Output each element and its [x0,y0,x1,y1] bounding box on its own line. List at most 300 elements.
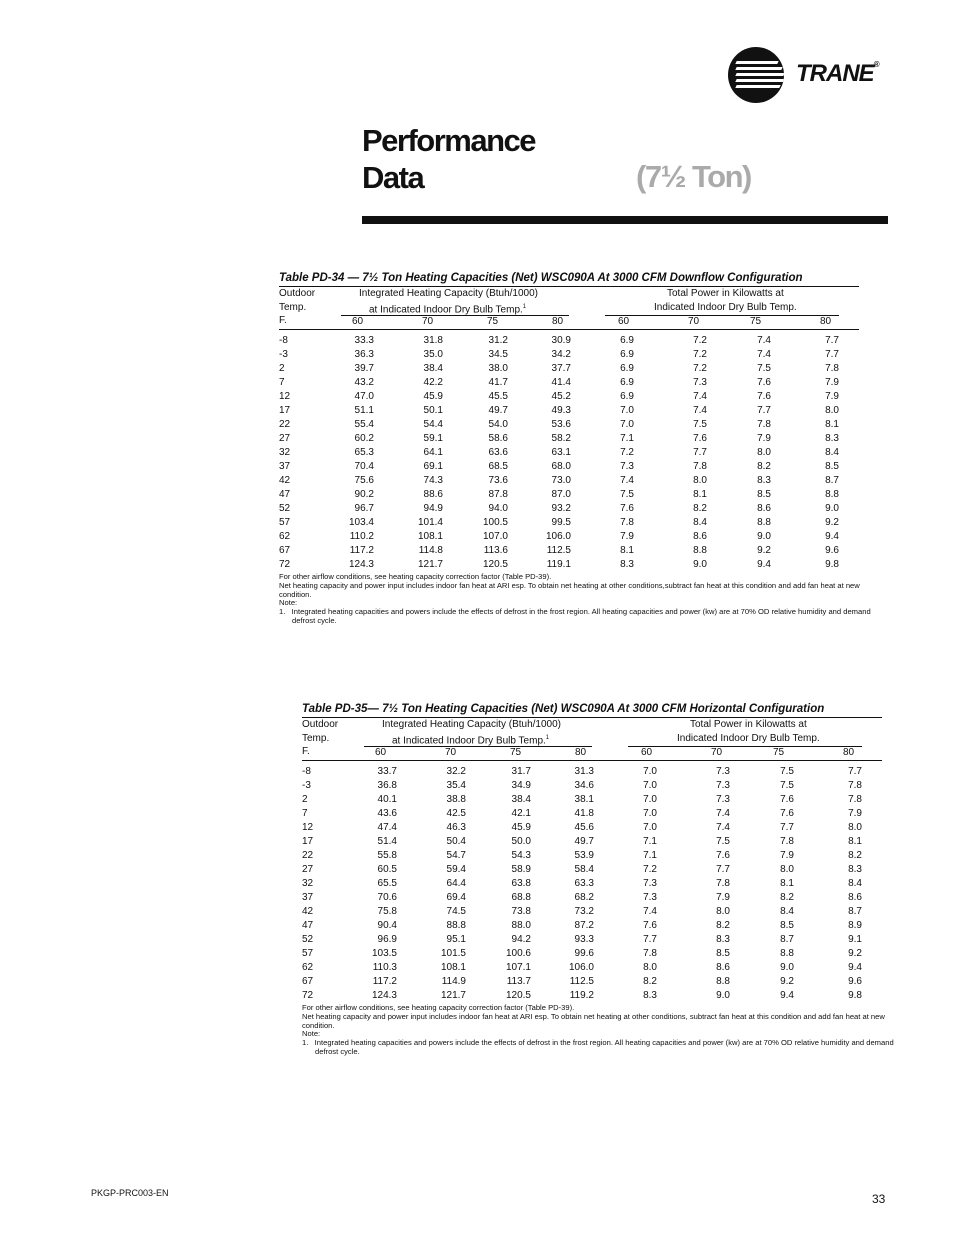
table-cell: 7.7 [643,934,657,945]
table-cell: 36.8 [377,780,397,791]
table-cell: 7.9 [716,892,730,903]
table-row [302,863,882,877]
table-cell: 7.1 [643,836,657,847]
table-cell: 27 [302,864,314,875]
table-cell: 7.5 [620,489,634,500]
table-row [279,432,859,446]
table-cell: 35.0 [423,349,443,360]
table-cell: 7.7 [693,447,707,458]
table-notes [279,573,879,626]
table-cell: 117.2 [372,976,397,987]
table-cell: 110.2 [349,531,374,542]
table-cell: 7.5 [693,419,707,430]
table-cell: 8.4 [825,447,839,458]
table-cell: 124.3 [371,990,397,1001]
table-cell: 8.2 [848,850,862,861]
table-cell: 53.6 [551,419,571,430]
table-cell: 9.0 [693,559,707,570]
table-notes [302,1004,902,1057]
table-cell: 58.9 [511,864,531,875]
table-cell: 108.1 [417,531,443,542]
table-cell: 31.7 [511,766,531,777]
table-cell: 8.2 [643,976,657,987]
table-cell: 37.7 [551,363,571,374]
table-cell: 8.0 [716,906,730,917]
table-cell: 47.4 [377,822,397,833]
table-pd-35 [302,701,902,1057]
header-divider [628,746,862,747]
table-cell: 68.8 [511,892,531,903]
header-temp-col: 60 [352,316,364,327]
table-cell: 54.3 [511,850,531,861]
header-temp-col: 60 [375,747,387,758]
table-row [279,488,859,502]
table-cell: 42 [279,475,291,486]
table-cell: 99.5 [551,517,571,528]
header-temp-col: 60 [641,747,653,758]
table-cell: 65.3 [354,447,374,458]
table-cell: 112.5 [546,545,571,556]
table-cell: 49.7 [488,405,508,416]
table-cell: 58.4 [574,864,594,875]
table-cell: 7 [302,808,308,819]
table-cell: 9.4 [780,990,794,1001]
header-temp-col: 70 [688,316,700,327]
table-cell: 9.2 [780,976,794,987]
table-cell: 37 [302,892,314,903]
table-cell: 32 [279,447,291,458]
table-cell: 8.1 [848,836,862,847]
header-temp-col: 70 [422,316,434,327]
table-cell: 112.5 [569,976,594,987]
table-cell: 55.8 [377,850,397,861]
table-cell: 68.5 [488,461,508,472]
header-temp-col: 75 [510,747,522,758]
table-cell: 9.4 [757,559,771,570]
table-cell: 9.2 [757,545,771,556]
table-row [279,544,859,558]
table-cell: 121.7 [417,559,443,570]
table-cell: 68.2 [574,892,594,903]
table-cell: 46.3 [446,822,466,833]
table-row [302,807,882,821]
note-net: Net heating capacity and power input includes indoor fan heat at ARI esp. To obtain net heating at other conditions, subtract fan heat at this condition and add fan heat at new condition. [302,1011,885,1030]
table-row [302,821,882,835]
table-cell: 7.0 [643,822,657,833]
table-cell: 9.0 [716,990,730,1001]
table-cell: 73.2 [574,906,594,917]
table-cell: 7.8 [825,363,839,374]
table-cell: 42.5 [446,808,466,819]
table-cell: 9.1 [848,934,862,945]
table-row [302,849,882,863]
table-cell: 7.3 [716,780,730,791]
table-cell: 67 [279,545,291,556]
table-cell: 17 [279,405,291,416]
table-cell: 60.5 [377,864,397,875]
table-cell: 37 [279,461,291,472]
table-cell: 114.9 [441,976,466,987]
table-cell: 41.7 [488,377,508,388]
table-cell: 7.7 [780,822,794,833]
table-row [302,905,882,919]
table-cell: 113.7 [506,976,531,987]
table-cell: 87.8 [488,489,508,500]
table-cell: 100.6 [505,948,531,959]
table-row [302,933,882,947]
header-temp: Temp. [279,302,307,313]
page-title [362,122,535,196]
table-cell: 7.8 [620,517,634,528]
header-temp-col: 80 [843,747,855,758]
table-cell: 9.0 [825,503,839,514]
note-airflow: For other airflow conditions, see heating capacity correction factor (Table PD-39). [302,1003,575,1012]
table-cell: 8.1 [780,878,794,889]
header-outdoor: Outdoor [279,288,316,299]
table-cell: 31.8 [423,335,443,346]
table-cell: 8.2 [780,892,794,903]
table-cell: 7.6 [780,794,794,805]
table-cell: 7.3 [716,766,730,777]
table-row [279,376,859,390]
header-capacity-sub: at Indicated Indoor Dry Bulb Temp.$^1$ [392,735,550,747]
table-cell: 7.4 [643,906,657,917]
table-cell: 88.8 [446,920,466,931]
table-cell: 9.8 [825,559,839,570]
table-cell: 17 [302,836,314,847]
table-cell: 9.2 [848,948,862,959]
table-cell: 7.3 [643,892,657,903]
table-cell: 7.6 [693,433,707,444]
table-cell: 35.4 [446,780,466,791]
table-cell: 107.1 [505,962,531,973]
table-cell: 7.1 [620,433,634,444]
table-cell: 7.6 [757,391,771,402]
table-cell: 7.4 [716,822,730,833]
table-cell: 87.2 [574,920,594,931]
table-header [279,287,859,330]
header-divider [364,746,592,747]
header-temp-col: 75 [773,747,785,758]
table-cell: 7.5 [757,363,771,374]
table-cell: 108.1 [440,962,466,973]
header-temp-col: 60 [618,316,630,327]
title-rule [362,216,888,224]
table-row [302,919,882,933]
table-cell: 8.0 [643,962,657,973]
document-id: PKGP-PRC003-EN [91,1188,169,1198]
table-cell: 36.3 [354,349,374,360]
table-cell: 54.4 [423,419,443,430]
header-power-sub: Indicated Indoor Dry Bulb Temp. [677,733,820,744]
page-number: 33 [872,1192,886,1206]
table-cell: 7.8 [693,461,707,472]
table-cell: 75.8 [377,906,397,917]
table-cell: 62 [302,962,314,973]
table-cell: 7.9 [780,850,794,861]
table-cell: 94.0 [488,503,508,514]
table-cell: 7.9 [757,433,771,444]
table-cell: 43.2 [354,377,374,388]
table-cell: 63.1 [551,447,571,458]
table-cell: 33.7 [377,766,397,777]
table-cell: 9.0 [757,531,771,542]
table-cell: 101.4 [417,517,443,528]
table-cell: 63.6 [488,447,508,458]
table-row [279,530,859,544]
note-label: Note: [279,598,298,608]
table-cell: 95.1 [446,934,466,945]
table-cell: 6.9 [620,377,634,388]
table-cell: 120.5 [482,559,508,570]
table-cell: 50.0 [511,836,531,847]
table-row [279,558,859,572]
table-cell: 7.2 [693,363,707,374]
table-row [279,460,859,474]
table-cell: 7.2 [693,349,707,360]
table-cell: 113.6 [483,545,508,556]
table-cell: 41.8 [574,808,594,819]
table-cell: 58.6 [488,433,508,444]
table-cell: 73.6 [488,475,508,486]
table-cell: 8.6 [848,892,862,903]
table-cell: 7.0 [643,808,657,819]
table-cell: 88.0 [511,920,531,931]
table-row [279,516,859,530]
table-cell: 88.6 [423,489,443,500]
table-cell: 8.8 [757,517,771,528]
table-cell: 7.0 [643,780,657,791]
table-cell: 45.9 [423,391,443,402]
table-row [302,779,882,793]
table-cell: 8.0 [825,405,839,416]
table-cell: 38.0 [488,363,508,374]
table-row [279,362,859,376]
table-cell: 7.7 [757,405,771,416]
table-cell: 9.2 [825,517,839,528]
table-cell: 8.5 [825,461,839,472]
table-row [302,947,882,961]
table-cell: 103.5 [371,948,397,959]
table-cell: 69.4 [446,892,466,903]
table-cell: 9.4 [825,531,839,542]
table-cell: 7.8 [848,780,862,791]
table-cell: 7.1 [643,850,657,861]
table-cell: 6.9 [620,363,634,374]
table-cell: 49.7 [574,836,594,847]
table-cell: 7.9 [825,377,839,388]
note-airflow: For other airflow conditions, see heating capacity correction factor (Table PD-39). [279,572,552,581]
table-cell: 52 [302,934,314,945]
table-cell: 70.4 [354,461,374,472]
table-cell: 27 [279,433,291,444]
table-cell: 38.4 [511,794,531,805]
table-cell: 119.1 [546,559,571,570]
table-cell: 7.4 [620,475,634,486]
table-cell: 8.8 [693,545,707,556]
table-cell: 50.1 [423,405,443,416]
table-cell: 30.9 [551,335,571,346]
table-cell: 7.6 [780,808,794,819]
table-cell: 63.8 [511,878,531,889]
table-cell: 50.4 [446,836,466,847]
table-cell: 54.7 [446,850,466,861]
table-cell: 8.0 [757,447,771,458]
header-temp: Temp. [302,733,330,744]
table-cell: 7.7 [716,864,730,875]
table-cell: 8.3 [848,864,862,875]
table-cell: 22 [279,419,291,430]
table-cell: 6.9 [620,391,634,402]
table-cell: 87.0 [551,489,571,500]
table-cell: 31.2 [488,335,508,346]
table-cell: 106.0 [568,962,594,973]
table-cell: 67 [302,976,314,987]
table-cell: 8.8 [780,948,794,959]
table-cell: 8.4 [693,517,707,528]
table-cell: 90.4 [377,920,397,931]
table-cell: 121.7 [440,990,466,1001]
table-row [302,961,882,975]
table-cell: 8.1 [620,545,634,556]
table-cell: 93.2 [551,503,571,514]
table-cell: 59.4 [446,864,466,875]
header-temp-col: 70 [711,747,723,758]
table-cell: 8.7 [825,475,839,486]
note-label: Note: [302,1029,321,1039]
header-temp-col: 75 [487,316,499,327]
table-cell: 8.5 [757,489,771,500]
table-cell: 51.4 [377,836,397,847]
trane-logo-mark [728,47,784,103]
table-cell: 120.5 [505,990,531,1001]
table-cell: 74.5 [446,906,466,917]
table-cell: 8.0 [693,475,707,486]
data-table [302,717,882,1003]
table-cell: 6.9 [620,349,634,360]
trane-logo [728,47,898,105]
table-cell: 40.1 [377,794,397,805]
table-cell: 8.3 [643,990,657,1001]
table-cell: 49.3 [551,405,571,416]
header-temp-col: 80 [575,747,587,758]
table-cell: 8.7 [848,906,862,917]
table-cell: 9.0 [780,962,794,973]
table-cell: 33.3 [354,335,374,346]
table-cell: 7.4 [693,391,707,402]
header-power-sub: Indicated Indoor Dry Bulb Temp. [654,302,797,313]
table-cell: 7.8 [848,794,862,805]
table-cell: 100.5 [482,517,508,528]
table-row [279,390,859,404]
table-cell: 6.9 [620,335,634,346]
table-cell: 7.2 [693,335,707,346]
table-cell: 8.2 [757,461,771,472]
table-cell: 34.9 [511,780,531,791]
table-row [302,989,882,1003]
table-cell: 7.3 [643,878,657,889]
table-cell: 57 [302,948,314,959]
table-cell: 75.6 [354,475,374,486]
table-cell: 9.6 [825,545,839,556]
table-cell: 31.3 [574,766,594,777]
table-cell: 8.3 [757,475,771,486]
table-cell: 7.8 [757,419,771,430]
table-cell: 7.8 [643,948,657,959]
table-cell: -3 [279,349,288,360]
table-row [302,877,882,891]
table-row [279,502,859,516]
header-capacity-sub: at Indicated Indoor Dry Bulb Temp.$^1$ [369,304,527,316]
table-cell: 99.6 [574,948,594,959]
table-cell: 72 [302,990,314,1001]
table-cell: 7.0 [643,794,657,805]
table-cell: 34.6 [574,780,594,791]
page-title-line2: Data [362,160,424,195]
table-cell: 59.1 [423,433,443,444]
table-cell: 45.9 [511,822,531,833]
table-cell: 47 [302,920,314,931]
table-cell: 7.9 [825,391,839,402]
table-cell: 70.6 [377,892,397,903]
header-temp-col: 75 [750,316,762,327]
table-cell: 7.3 [716,794,730,805]
table-cell: 8.0 [780,864,794,875]
table-row [302,793,882,807]
table-cell: 38.8 [446,794,466,805]
table-cell: 93.3 [574,934,594,945]
table-pd-34 [279,270,879,626]
table-cell: 96.7 [354,503,374,514]
table-cell: 7.4 [757,335,771,346]
table-cell: 43.6 [377,808,397,819]
table-cell: 8.0 [848,822,862,833]
table-cell: 60.2 [354,433,374,444]
table-cell: 106.0 [545,531,571,542]
table-cell: 55.4 [354,419,374,430]
page-title-line1: Performance [362,123,536,158]
table-cell: 34.5 [488,349,508,360]
note-net: Net heating capacity and power input includes indoor fan heat at ARI esp. To obtain net heating at other conditions,subtract fan heat at this condition and add fan heat at new condition. [279,580,860,599]
table-cell: -8 [302,766,311,777]
table-cell: 73.8 [511,906,531,917]
table-cell: -8 [279,335,288,346]
table-cell: 7.2 [620,447,634,458]
table-cell: 68.0 [551,461,571,472]
table-cell: 51.1 [354,405,374,416]
table-cell: 7.7 [825,349,839,360]
table-cell: 12 [279,391,291,402]
table-cell: 58.2 [551,433,571,444]
table-cell: 47.0 [354,391,374,402]
header-unit: F. [279,315,287,326]
table-cell: 8.8 [716,976,730,987]
table-cell: 7.0 [620,405,634,416]
header-outdoor: Outdoor [302,719,339,730]
table-cell: 9.6 [848,976,862,987]
header-temp-col: 80 [820,316,832,327]
table-cell: 7.0 [620,419,634,430]
header-capacity: Integrated Heating Capacity (Btuh/1000) [359,288,538,299]
table-cell: 7.0 [643,766,657,777]
table-row [302,975,882,989]
table-cell: 7.8 [780,836,794,847]
table-cell: 7.8 [716,878,730,889]
table-row [302,765,882,779]
table-cell: 8.1 [693,489,707,500]
table-cell: 7.2 [643,864,657,875]
header-capacity: Integrated Heating Capacity (Btuh/1000) [382,719,561,730]
